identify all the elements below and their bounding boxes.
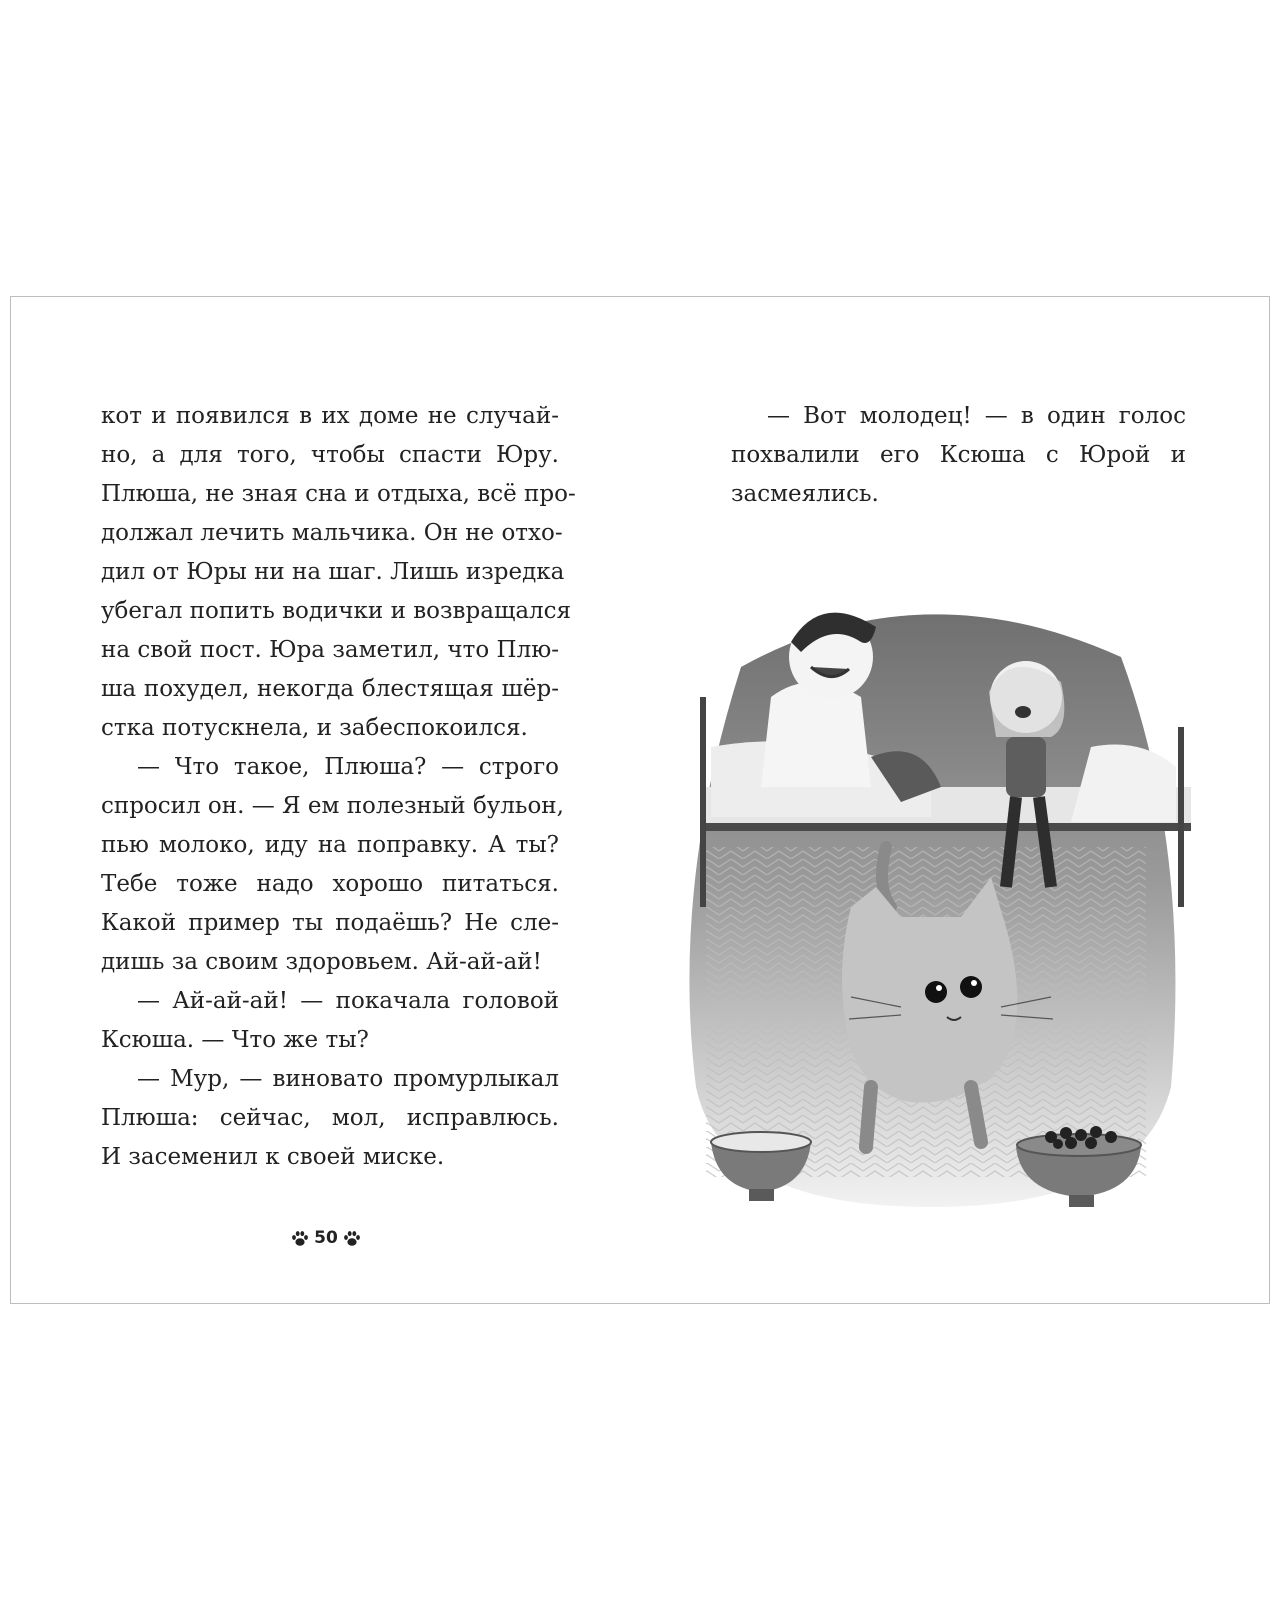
- illustration-kids-and-cat: [671, 587, 1191, 1227]
- text-line: ша похудел, некогда блестящая шёр-: [101, 676, 559, 702]
- text-line: спросил он. — Я ем полезный бульон,: [101, 793, 564, 819]
- right-page-text: [731, 397, 1186, 514]
- text-line: должал лечить мальчика. Он не отхо-: [101, 520, 563, 546]
- paragraph: [101, 982, 559, 1060]
- text-line: дил от Юры ни на шаг. Лишь изредка: [101, 559, 565, 585]
- left-page-text: [101, 397, 576, 1177]
- page-number-text: 50: [314, 1228, 338, 1248]
- text-line: пью молоко, иду на поправку. А ты?: [101, 832, 559, 858]
- text-line: похвалили его Ксюша с Юрой и: [731, 442, 1186, 468]
- text-line: Плюша, не зная сна и отдыха, всё про-: [101, 481, 576, 507]
- paragraph: [101, 397, 576, 748]
- page-number: [276, 1225, 376, 1251]
- text-line: убегал попить водички и возвращался: [101, 598, 572, 624]
- text-line: засмеялись.: [731, 481, 879, 507]
- text-line: но, а для того, чтобы спасти Юру.: [101, 442, 559, 468]
- paragraph: [101, 748, 564, 982]
- text-line: Какой пример ты подаёшь? Не сле-: [101, 910, 559, 936]
- text-line: — Вот молодец! — в один голос: [767, 403, 1186, 429]
- text-line: Тебе тоже надо хорошо питаться.: [101, 871, 559, 897]
- text-line: И засеменил к своей миске.: [101, 1144, 445, 1170]
- paw-print-icon: [291, 1230, 309, 1247]
- text-line: стка потускнела, и забеспокоился.: [101, 715, 528, 741]
- text-line: — Что такое, Плюша? — строго: [137, 754, 559, 780]
- book-spread: [10, 296, 1270, 1304]
- paragraph: [731, 397, 1186, 514]
- text-line: Плюша: сейчас, мол, исправлюсь.: [101, 1105, 559, 1131]
- text-line: — Ай-ай-ай! — покачала головой: [137, 988, 559, 1014]
- paragraph: [101, 1060, 559, 1177]
- paw-print-icon: [343, 1230, 361, 1247]
- text-line: — Мур, — виновато промурлыкал: [137, 1066, 559, 1092]
- text-line: Ксюша. — Что же ты?: [101, 1027, 369, 1053]
- text-line: на свой пост. Юра заметил, что Плю-: [101, 637, 559, 663]
- text-line: кот и появился в их доме не случай-: [101, 403, 559, 429]
- text-line: дишь за своим здоровьем. Ай-ай-ай!: [101, 949, 542, 975]
